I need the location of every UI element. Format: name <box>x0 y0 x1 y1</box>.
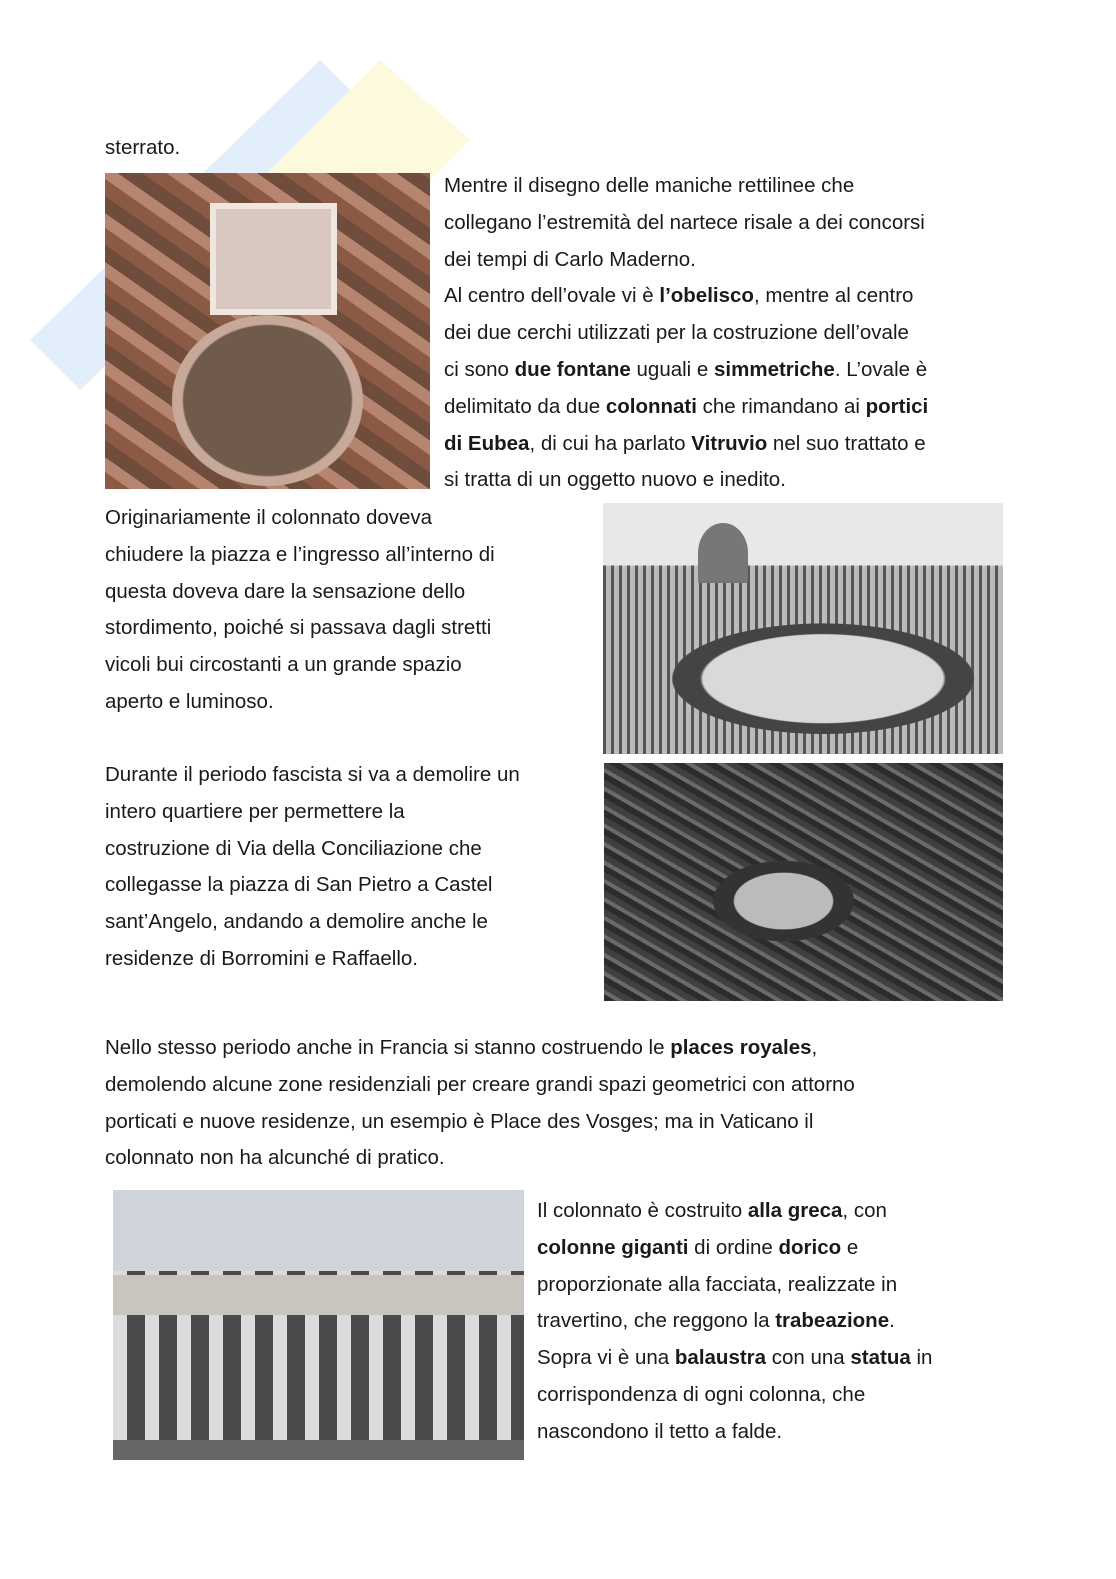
text-line <box>537 1267 932 1304</box>
text-run: collegasse la piazza di San Pietro a Castel <box>105 873 493 897</box>
text-run: corrispondenza di ogni colonna, che <box>537 1382 866 1406</box>
text-line <box>444 205 928 242</box>
text-line <box>105 794 520 831</box>
bold-text: colonne giganti <box>537 1235 689 1259</box>
text-run: . <box>889 1309 895 1333</box>
text-run: proporzionate alla facciata, realizzate in <box>537 1272 898 1296</box>
text-run: residenze di Borromini e Raffaello. <box>105 946 418 970</box>
bold-text: Vitruvio <box>691 431 768 455</box>
engraving-piazza-san-pietro <box>603 503 1003 754</box>
paragraph-end <box>105 130 180 167</box>
bold-text: l’obelisco <box>659 284 754 308</box>
text-line <box>105 574 495 611</box>
text-run: nel suo trattato e <box>767 431 926 455</box>
text-run: dei due cerchi utilizzati per la costruzione dell’ovale <box>444 321 909 345</box>
bold-text: places royales <box>670 1036 812 1059</box>
text-run: e <box>841 1235 859 1259</box>
text-line <box>105 500 495 537</box>
text-run: . L’ovale è <box>834 357 928 381</box>
text-line <box>105 1067 855 1104</box>
text-line <box>537 1377 932 1414</box>
text-run: dei tempi di Carlo Maderno. <box>444 247 696 271</box>
text-run: ci sono <box>444 357 515 381</box>
text-run: Nello stesso periodo anche in Francia si stanno costruendo le <box>105 1036 671 1059</box>
paragraph-colonnato-originario <box>105 500 495 721</box>
text-line <box>444 462 928 499</box>
bold-text: di Eubea <box>444 431 530 455</box>
text-line <box>105 610 495 647</box>
bold-text: balaustra <box>674 1346 767 1370</box>
text-run: sterrato. <box>105 136 181 159</box>
text-run: Mentre il disegno delle maniche rettilinee che <box>444 174 855 197</box>
text-line <box>537 1193 932 1230</box>
paragraph-colonnato-greca <box>537 1193 932 1451</box>
aerial-photo-piazza-san-pietro <box>105 173 430 489</box>
text-line <box>105 1140 855 1177</box>
colonnade-photo <box>113 1190 524 1460</box>
text-line <box>444 389 928 426</box>
text-run: questa doveva dare la sensazione dello <box>105 579 466 603</box>
text-line <box>444 242 928 279</box>
text-line <box>105 1030 855 1067</box>
text-line <box>105 904 520 941</box>
text-line <box>444 315 928 352</box>
text-run: , con <box>842 1199 887 1222</box>
text-run: vicoli bui circostanti a un grande spazio <box>105 653 462 677</box>
text-line <box>105 831 520 868</box>
text-line <box>537 1230 932 1267</box>
bold-text: due fontane <box>514 357 631 381</box>
text-line <box>444 278 928 315</box>
text-run: colonnato non ha alcunché di pratico. <box>105 1146 445 1170</box>
text-run: , <box>811 1036 818 1059</box>
text-line <box>105 684 495 721</box>
text-line <box>105 1104 855 1141</box>
text-line <box>537 1303 932 1340</box>
text-run: collegano l’estremità del nartece risale a dei concorsi <box>444 210 925 234</box>
text-run: che rimandano ai <box>696 394 866 418</box>
text-run: Sopra vi è una <box>537 1346 675 1370</box>
bold-text: trabeazione <box>775 1309 890 1333</box>
paragraph-periodo-fascista <box>105 757 520 978</box>
text-line <box>105 647 495 684</box>
text-run: con una <box>766 1346 851 1370</box>
text-run: Originariamente il colonnato doveva <box>105 506 433 529</box>
bold-text: dorico <box>778 1235 842 1259</box>
text-run: si tratta di un oggetto nuovo e inedito. <box>444 468 786 492</box>
text-line <box>105 130 180 167</box>
text-run: travertino, che reggono la <box>537 1309 776 1333</box>
text-line <box>537 1414 932 1451</box>
text-run: costruzione di Via della Conciliazione che <box>105 836 482 860</box>
bold-text: simmetriche <box>714 357 835 381</box>
bold-text: portici <box>865 394 929 418</box>
text-line <box>105 757 520 794</box>
text-run: nascondono il tetto a falde. <box>537 1419 783 1443</box>
text-line <box>105 537 495 574</box>
bold-text: statua <box>850 1346 911 1370</box>
text-run: porticati e nuove residenze, un esempio è Place des Vosges; ma in Vaticano il <box>105 1109 814 1133</box>
text-run: intero quartiere per permettere la <box>105 799 405 823</box>
text-run: stordimento, poiché si passava dagli stretti <box>105 616 492 640</box>
paragraph-maniche-ovale <box>444 168 928 499</box>
text-run: chiudere la piazza e l’ingresso all’interno di <box>105 542 495 566</box>
text-run: , di cui ha parlato <box>529 431 692 455</box>
text-line <box>444 352 928 389</box>
text-run: Durante il periodo fascista si va a demolire un <box>105 763 520 786</box>
text-run: , mentre al centro <box>753 284 914 308</box>
text-line <box>444 426 928 463</box>
text-run: demolendo alcune zone residenziali per creare grandi spazi geometrici con attorno <box>105 1072 855 1096</box>
text-run: aperto e luminoso. <box>105 689 274 713</box>
text-run: in <box>910 1346 933 1370</box>
text-run: Il colonnato è costruito <box>537 1199 748 1222</box>
text-line <box>537 1340 932 1377</box>
paragraph-places-royales <box>105 1030 855 1177</box>
text-run: di ordine <box>688 1235 779 1259</box>
historical-aerial-photo <box>604 763 1003 1001</box>
text-run: Al centro dell’ovale vi è <box>444 284 660 308</box>
bold-text: colonnati <box>605 394 697 418</box>
text-line <box>444 168 928 205</box>
bold-text: alla greca <box>747 1199 843 1222</box>
text-line <box>105 867 520 904</box>
text-run: sant’Angelo, andando a demolire anche le <box>105 910 488 934</box>
text-run: uguali e <box>630 357 715 381</box>
text-run: delimitato da due <box>444 394 606 418</box>
text-line <box>105 941 520 978</box>
